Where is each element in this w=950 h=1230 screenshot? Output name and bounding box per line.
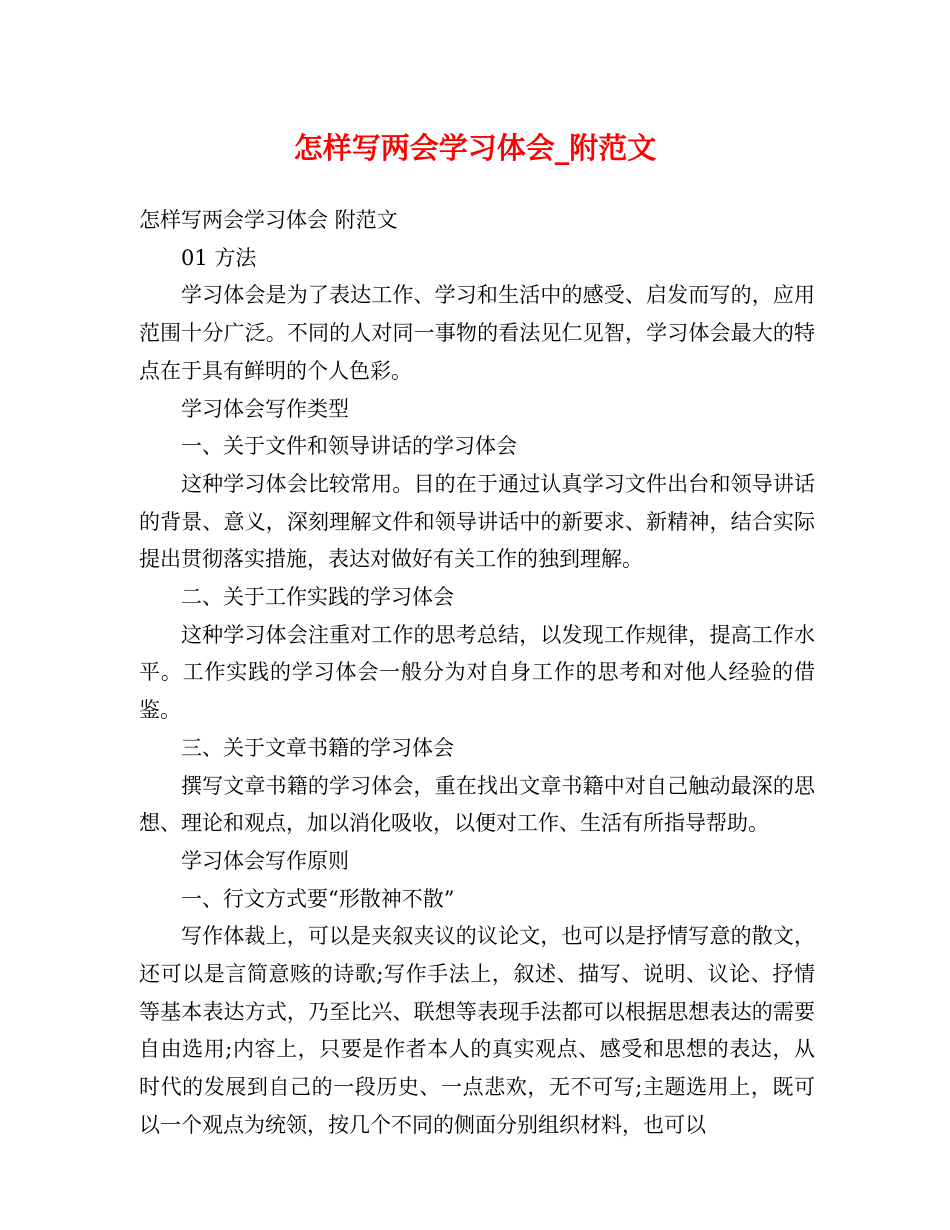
paragraph: 怎样写两会学习体会 附范文: [139, 208, 398, 232]
paragraph: 三、关于文章书籍的学习体会: [181, 735, 454, 760]
paragraph: 这种学习体会比较常用。目的在于通过认真学习文件出台和领导讲话的背景、意义，深刻理解文件和领导讲话中的新要求、新精神，结合实际提出贯彻落实措施，表达对做好有关工作的独到理解。: [139, 471, 815, 572]
paragraph: 一、关于文件和领导讲话的学习体会: [181, 434, 517, 459]
document-title: 怎样写两会学习体会_附范文: [293, 131, 657, 165]
paragraph: 这种学习体会注重对工作的思考总结，以发现工作规律，提高工作水平。工作实践的学习体会一般分为对自身工作的思考和对他人经验的借鉴。: [139, 622, 815, 723]
paragraph: 学习体会写作类型: [181, 396, 349, 421]
paragraph: 学习体会是为了表达工作、学习和生活中的感受、启发而写的，应用范围十分广泛。不同的人对同一事物的看法见仁见智，学习体会最大的特点在于具有鲜明的个人色彩。: [139, 283, 815, 383]
paragraph: 学习体会写作原则: [181, 848, 349, 873]
paragraph: 写作体裁上，可以是夹叙夹议的议论文，也可以是抒情写意的散文，还可以是言简意赅的诗歌;写作手法上，叙述、描写、说明、议论、抒情等基本表达方式，乃至比兴、联想等表现手法都可以根据思想表达的需要自由选用;内容上，只要是作者本人的真实观点、感受和思想的表达，从时代的发展到自己的一段历史、一点悲欢，无不可写;主题选用上，既可以一个观点为统领，按几个不同的侧面分别组织材料，也可以: [139, 924, 815, 1137]
paragraph: 01 方法: [181, 245, 257, 270]
paragraph: 二、关于工作实践的学习体会: [181, 585, 454, 610]
paragraph: 一、行文方式要“形散神不散”: [181, 886, 455, 911]
document-body: [139, 202, 815, 1145]
paragraph: 撰写文章书籍的学习体会，重在找出文章书籍中对自己触动最深的思想、理论和观点，加以消化吸收，以便对工作、生活有所指导帮助。: [139, 773, 815, 836]
